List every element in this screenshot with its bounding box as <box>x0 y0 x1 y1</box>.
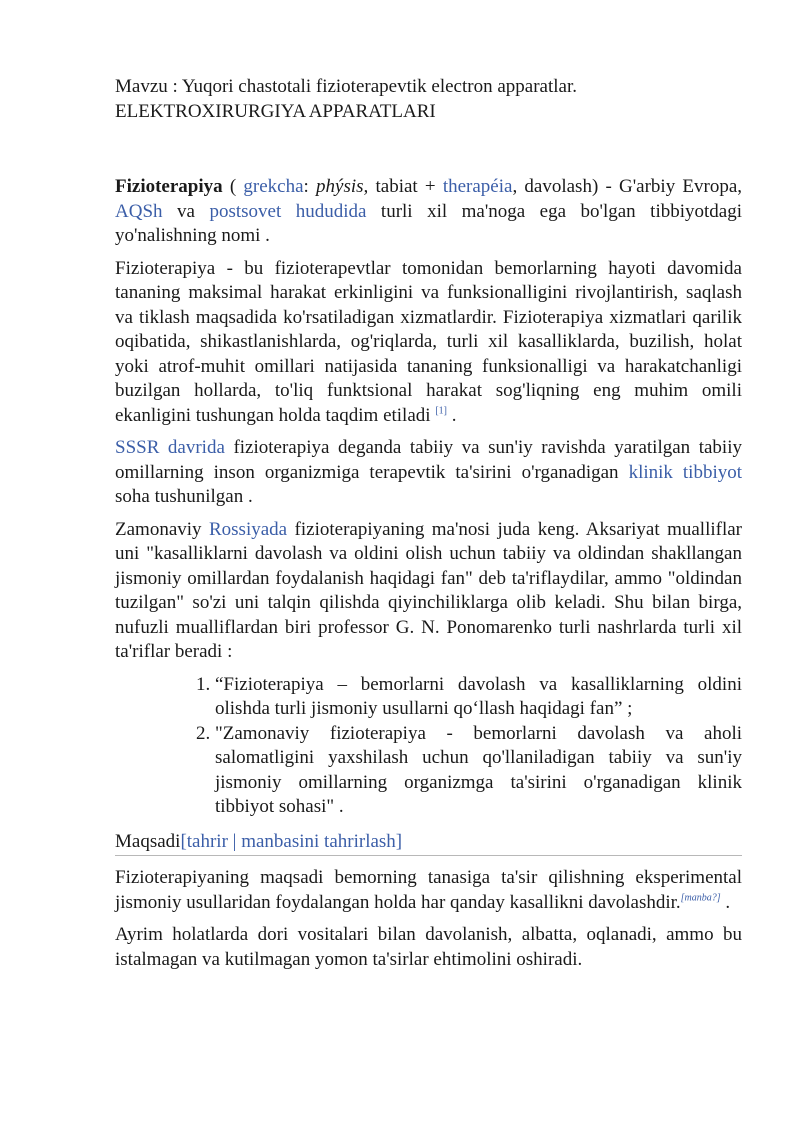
section-heading-text: Maqsadi <box>115 830 181 852</box>
link-rossiyada[interactable]: Rossiyada <box>208 518 288 540</box>
document-page <box>115 75 742 980</box>
link-therapeia[interactable]: therapéia <box>442 176 513 197</box>
paragraph-definition <box>115 175 742 249</box>
text-fragment: Ayrim holatlarda dori vositalari bilan davolanish, albatta, oqlanadi, ammo bu istalmagan va kutilmagan yomon ta'sirlar ehtimolini oshiradi. <box>115 924 742 970</box>
document-title <box>115 75 742 124</box>
text-fragment: Zamonaviy <box>115 518 209 540</box>
title-line-2: ELEKTROXIRURGIYA APPARATLARI <box>115 100 436 122</box>
reference-1[interactable]: [1] <box>435 405 447 417</box>
text-fragment: fizioterapiyaning ma'nosi juda keng. Aksariyat mualliflar uni "kasalliklarni davolash va oldini olish uchun tabiiy va oldindan shakllangan jismoniy omillardan foydalanish haqidagi fan" deb ta'riflaydilar, ammo "oldindan tuzilgan" so'zi uni talqin qilishda qiyinchiliklarga olib keladi. Shu bilan birga, nufuzli mualliflardan biri professor G. N. Ponomarenko turli nashrlarda turli xil ta'riflar beradi : <box>115 518 743 662</box>
edit-section-links[interactable]: [tahrir | manbasini tahrirlash] <box>180 830 403 852</box>
list-item: 1. “Fizioterapiya – bemorlarni davolash va kasalliklarning oldini olishda turli jismoniy usullarni qo‘llash haqidagi fan” ; <box>215 673 742 722</box>
title-spacer <box>115 124 742 175</box>
paragraph-russia <box>115 518 742 665</box>
link-sssr-davrida[interactable]: SSSR davrida <box>115 437 225 458</box>
link-aqsh[interactable]: AQSh <box>115 200 163 222</box>
link-postsovet[interactable]: postsovet hududida <box>209 200 367 222</box>
word-physis: phýsis, <box>316 176 369 197</box>
text-fragment: tabiat + <box>368 176 443 197</box>
paragraph-sssr <box>115 436 742 510</box>
text-fragment: Fizioterapiya - bu fizioterapevtlar tomonidan bemorlarning hayoti davomida tananing maksimal harakat erkinligini va funksionalligini rivojlantirish, saqlash va tiklash maqsadida ko'rsatiladigan xizmatlardir. Fizioterapiya xizmatlari qarilik oqibatida, shikastlanishlarda, og'riqlarda, turli xil kasalliklarda, buzilish, holat yoki atrof-muhit omillari natijasida tananing funksionalligi va harakatchanligi buzilgan hollarda, to'liq funktsional harakat sog'liqning eng muhim omili ekanligini tushungan holda taqdim etiladi <box>115 257 742 426</box>
text-fragment: fizioterapiya deganda tabiiy va sun'iy ravishda yaratilgan tabiiy omillarning inson organizmiga terapevtik ta'sirini o'rganadigan <box>115 437 742 483</box>
text-fragment: . <box>446 404 457 426</box>
text-fragment: turli xil ma'noga ega bo'lgan tibbiyotdagi yo'nalishning nomi . <box>115 200 742 246</box>
text-fragment: va <box>162 200 210 222</box>
text-fragment: . <box>720 891 731 913</box>
title-line-1: Mavzu : Yuqori chastotali fizioterapevtik electron apparatlar. <box>115 76 577 97</box>
text-fragment: soha tushunilgan . <box>115 486 253 507</box>
paragraph-services <box>115 257 742 429</box>
text-fragment: Fizioterapiyaning maqsadi bemorning tanasiga ta'sir qilishning eksperimental jismoniy usullaridan foydalangan holda har qanday kasallikni davolashdir. <box>115 867 742 913</box>
term-fizioterapiya: Fizioterapiya <box>115 176 223 197</box>
link-grekcha[interactable]: grekcha <box>243 176 304 197</box>
text-fragment: ( <box>222 176 244 197</box>
text-fragment: , davolash) - G'arbiy Evropa, <box>512 176 743 197</box>
reference-citation-needed[interactable]: [manba?] <box>680 892 721 904</box>
paragraph-drugs <box>115 923 742 972</box>
list-item: 2. "Zamonaviy fizioterapiya - bemorlarni davolash va aholi salomatligini yaxshilash uchun qo'llaniladigan tabiiy va sun'iy jismoniy omillarning organizmga ta'sirini o'rganadigan klinik tibbiyot sohasi" . <box>215 722 742 820</box>
section-heading-maqsadi <box>115 830 742 857</box>
definitions-list <box>115 673 742 820</box>
text-fragment: : <box>303 176 317 197</box>
paragraph-goal <box>115 866 742 915</box>
link-klinik-tibbiyot[interactable]: klinik tibbiyot <box>628 461 743 483</box>
